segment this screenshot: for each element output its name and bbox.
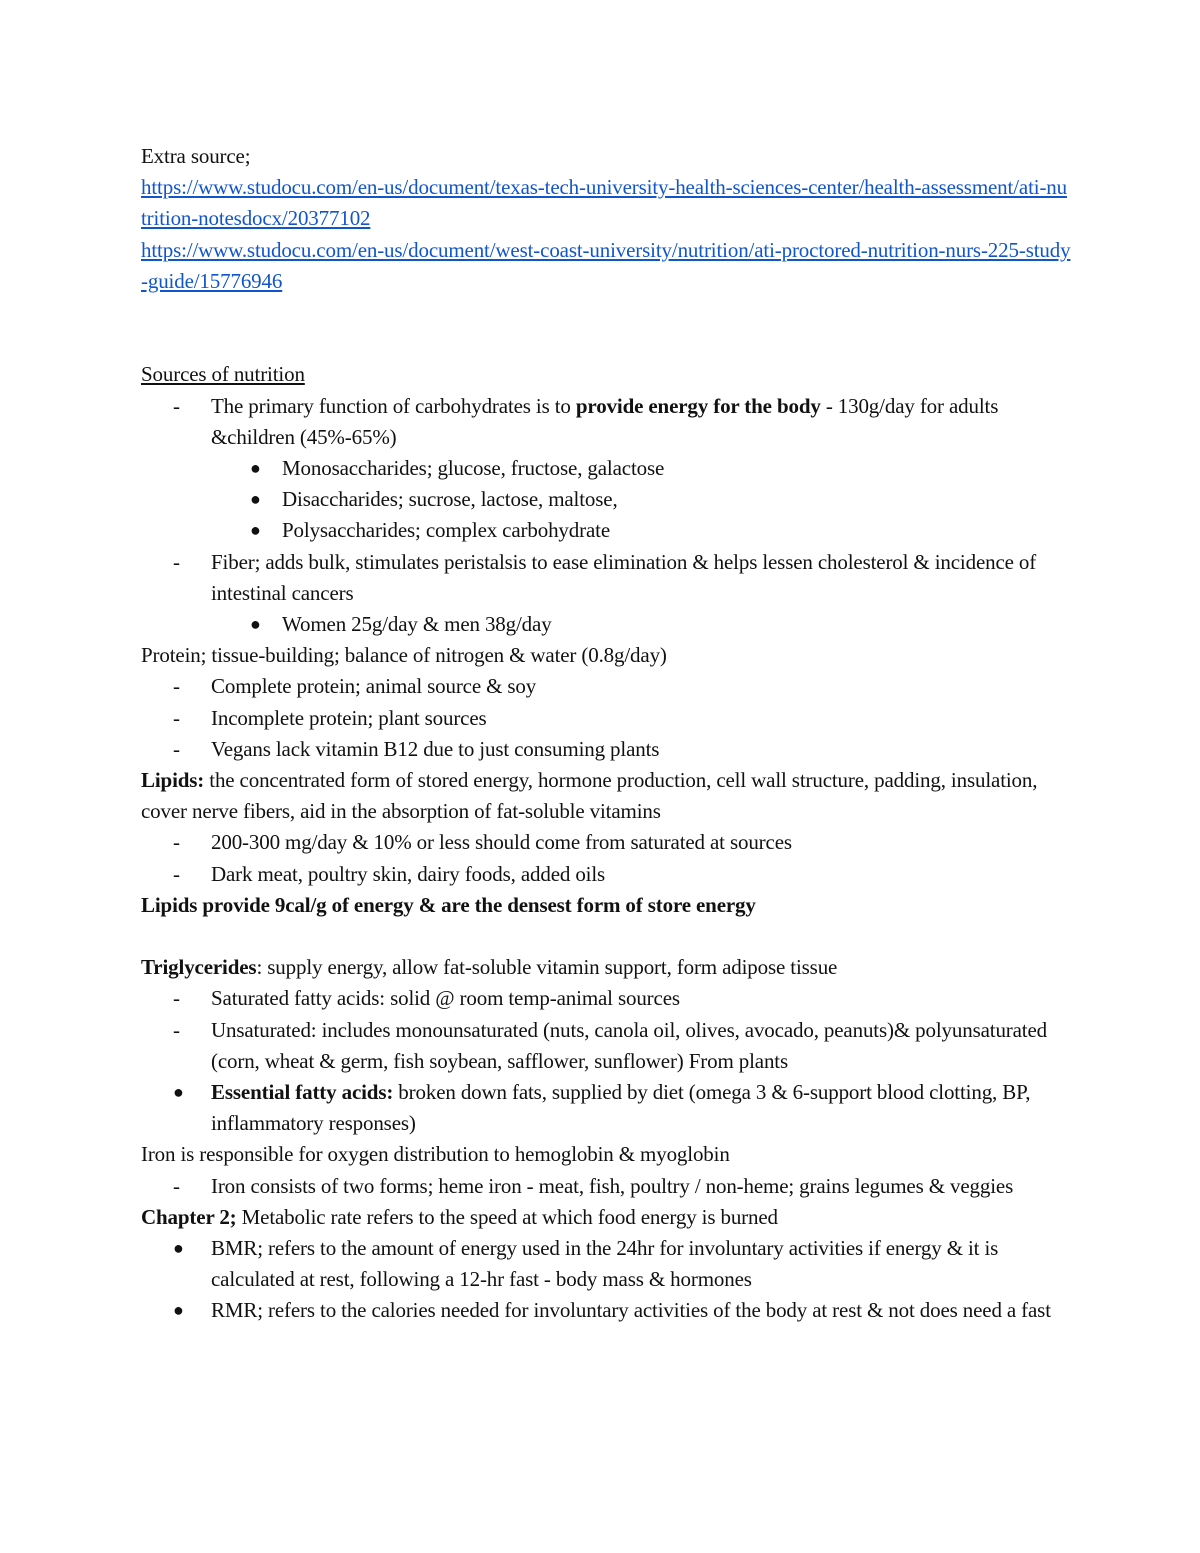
bullet-marker: ● — [173, 1238, 184, 1259]
bullet-marker: ● — [173, 1300, 184, 1321]
chapter2-paragraph — [141, 1202, 1071, 1233]
bullet-marker: ● — [173, 1082, 184, 1103]
carb-type-mono: Monosaccharides; glucose, fructose, galactose — [282, 456, 665, 481]
list-item — [141, 1295, 1071, 1326]
list-item — [141, 515, 1071, 546]
dash-marker: - — [173, 830, 180, 855]
bullet-marker: ● — [250, 520, 261, 541]
list-item — [141, 1233, 1071, 1295]
essential-text: broken down fats, supplied by diet (omega 3 & 6-support blood clotting, BP, inflammatory responses) — [211, 1080, 1031, 1136]
list-item — [141, 1171, 1071, 1202]
dash-marker: - — [173, 705, 180, 730]
list-item — [141, 484, 1071, 515]
spacer — [141, 921, 1071, 952]
lipids-summary — [141, 890, 1071, 921]
dash-marker: - — [173, 986, 180, 1011]
iron-forms-item: Iron consists of two forms; heme iron - meat, fish, poultry / non-heme; grains legumes & veggies — [211, 1173, 1014, 1198]
extra-source-label: Extra source; — [141, 144, 251, 168]
list-item — [141, 827, 1071, 858]
document-page — [141, 141, 1071, 1327]
dash-marker: - — [173, 861, 180, 886]
saturated-item: Saturated fatty acids: solid @ room temp-animal sources — [211, 986, 680, 1011]
protein-line: Protein; tissue-building; balance of nitrogen & water (0.8g/day) — [141, 643, 667, 668]
carb-item — [141, 391, 1071, 453]
lipids-label: Lipids: — [141, 768, 205, 793]
essential-label: Essential fatty acids: — [211, 1080, 394, 1105]
list-item — [141, 703, 1071, 734]
fiber-sub-text: Women 25g/day & men 38g/day — [282, 612, 552, 637]
lipids-item-intake: 200-300 mg/day & 10% or less should come from saturated at sources — [211, 830, 792, 855]
chapter2-text: Metabolic rate refers to the speed at which food energy is burned — [236, 1204, 778, 1229]
chapter2-label: Chapter 2; — [141, 1204, 237, 1229]
triglycerides-text: : supply energy, allow fat-soluble vitamin support, form adipose tissue — [256, 955, 838, 980]
protein-item-complete: Complete protein; animal source & soy — [211, 674, 537, 699]
protein-item-incomplete: Incomplete protein; plant sources — [211, 705, 487, 730]
carb-type-poly: Polysaccharides; complex carbohydrate — [282, 518, 610, 543]
spacer — [141, 297, 1071, 359]
list-item — [141, 983, 1071, 1014]
bullet-marker: ● — [250, 614, 261, 635]
list-item — [141, 453, 1071, 484]
list-item — [141, 609, 1071, 640]
fiber-text: Fiber; adds bulk, stimulates peristalsis to ease elimination & helps lessen cholesterol & incidence of intestinal cancers — [211, 549, 1037, 605]
carb-text-bold: provide energy for the body — [575, 393, 821, 418]
list-item — [141, 734, 1071, 765]
bullet-marker: ● — [250, 458, 261, 479]
lipids-paragraph — [141, 765, 1071, 827]
carb-type-di: Disaccharides; sucrose, lactose, maltose, — [282, 487, 618, 512]
lipids-item-sources: Dark meat, poultry skin, dairy foods, added oils — [211, 861, 606, 886]
dash-marker: - — [173, 393, 180, 418]
dash-marker: - — [173, 674, 180, 699]
fiber-item — [141, 547, 1071, 609]
dash-marker: - — [173, 736, 180, 761]
triglycerides-paragraph — [141, 952, 1071, 983]
dash-marker: - — [173, 1017, 180, 1042]
protein-item-vegans: Vegans lack vitamin B12 due to just consuming plants — [211, 736, 660, 761]
lipids-summary-text: Lipids provide 9cal/g of energy & are the densest form of store energy — [141, 892, 756, 917]
dash-marker: - — [173, 549, 180, 574]
list-item — [141, 1077, 1071, 1139]
list-item — [141, 1015, 1071, 1077]
triglycerides-label: Triglycerides — [141, 955, 257, 980]
iron-line: Iron is responsible for oxygen distribution to hemoglobin & myoglobin — [141, 1142, 730, 1167]
rmr-item: RMR; refers to the calories needed for involuntary activities of the body at rest & not does need a fast — [211, 1298, 1051, 1323]
sources-heading: Sources of nutrition — [141, 362, 305, 387]
carb-text-post: - 130g/day for adults &children (45%-65%) — [211, 393, 999, 449]
list-item — [141, 671, 1071, 702]
studocu-link-texas-tech[interactable]: https://www.studocu.com/en-us/document/texas-tech-university-health-sciences-center/health-assessment/ati-nutrition-notesdocx/20377102 — [141, 175, 1067, 231]
studocu-link-west-coast[interactable]: https://www.studocu.com/en-us/document/west-coast-university/nutrition/ati-proctored-nutrition-nurs-225-study-guide/15776946 — [141, 237, 1071, 293]
lipids-text: the concentrated form of stored energy, hormone production, cell wall structure, padding, insulation, cover nerve fibers, aid in the absorption of fat-soluble vitamins — [141, 768, 1038, 824]
list-item — [141, 859, 1071, 890]
carb-text-pre: The primary function of carbohydrates is to — [211, 393, 576, 418]
dash-marker: - — [173, 1173, 180, 1198]
bullet-marker: ● — [250, 489, 261, 510]
unsaturated-item: Unsaturated: includes monounsaturated (nuts, canola oil, olives, avocado, peanuts)& polyunsaturated (corn, wheat & germ, fish soybean, safflower, sunflower) From plants — [211, 1017, 1048, 1073]
bmr-item: BMR; refers to the amount of energy used in the 24hr for involuntary activities if energy & it is calculated at rest, following a 12-hr fast - body mass & hormones — [211, 1236, 999, 1292]
